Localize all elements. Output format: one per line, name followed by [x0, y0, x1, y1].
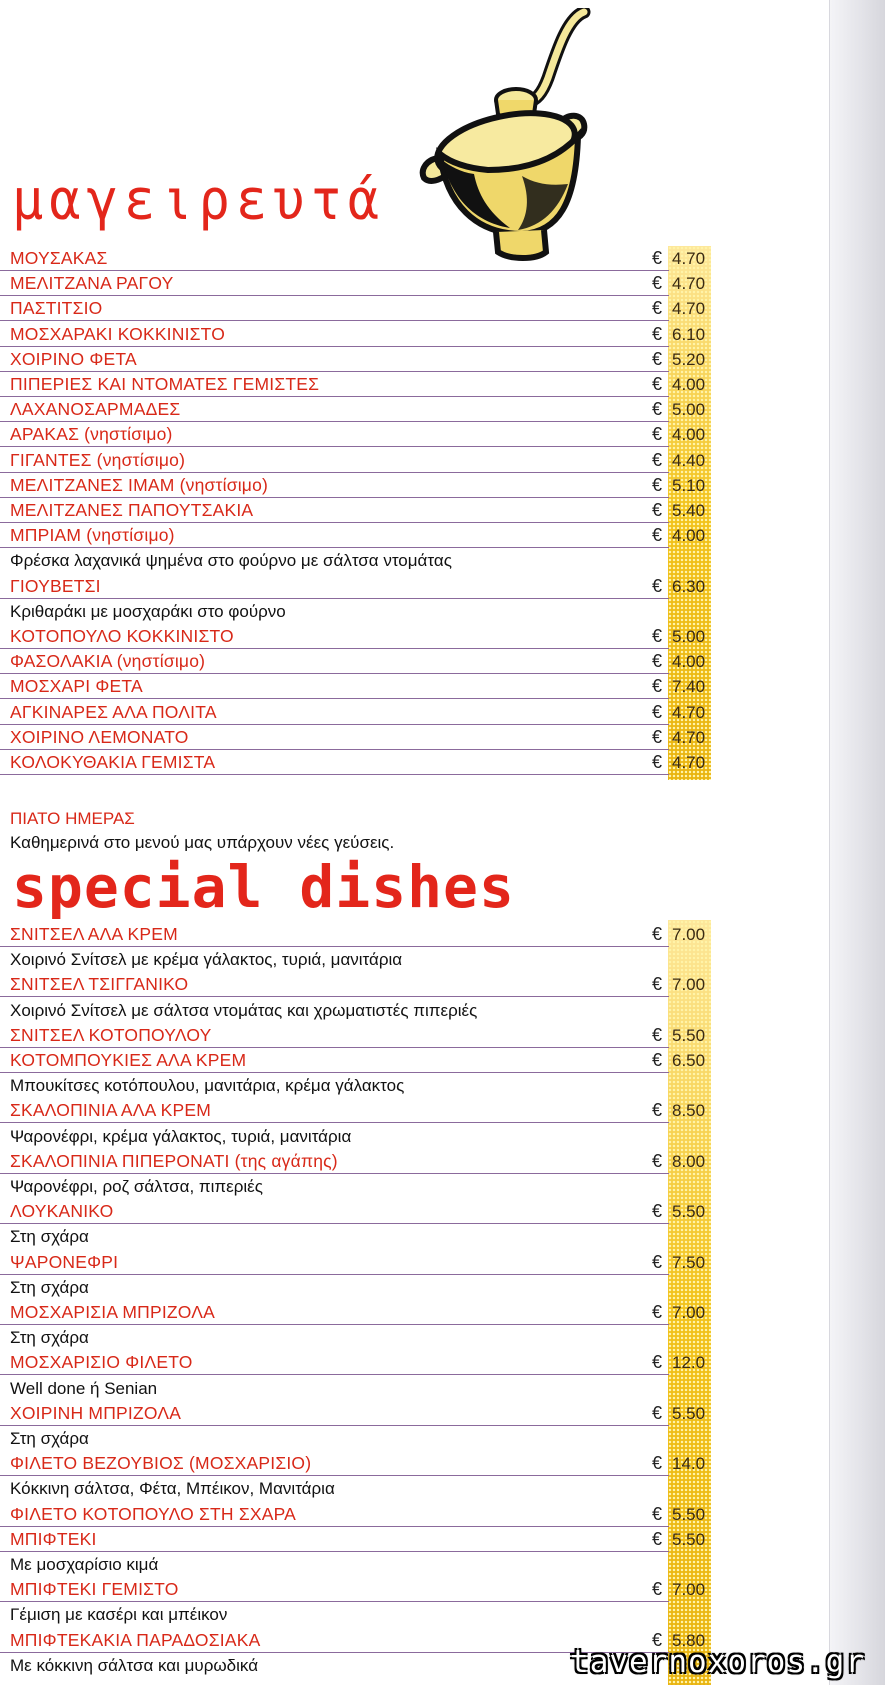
menu-item-row: [0, 448, 706, 473]
menu-item-name: ΜΟΣΧΑΡΙΣΙΑ ΜΠΡΙΖΟΛΑ: [10, 1302, 216, 1322]
page-edge: [829, 0, 885, 1685]
menu-item-price: 7.00: [672, 1303, 706, 1322]
euro-sign: €: [652, 1579, 663, 1600]
menu-item-row: [0, 498, 706, 523]
euro-sign: €: [652, 1629, 663, 1650]
menu-item-price: 4.00: [672, 652, 706, 672]
menu-item-name: ΚΟΤΟΠΟΥΛΟ ΚΟΚΚΙΝΙΣΤΟ: [10, 626, 234, 646]
euro-sign: €: [652, 924, 663, 944]
menu-item-price: 7.40: [672, 677, 706, 697]
menu-item-description: Μπουκίτσες κοτόπουλου, μανιτάρια, κρέμα γάλακτος: [10, 1076, 405, 1096]
menu-item-row: [0, 347, 706, 372]
plato-imeras-label: ΠΙΑΤΟ ΗΜΕΡΑΣ: [10, 809, 135, 828]
menu-item-price: 5.00: [672, 627, 706, 646]
menu-item-price: 4.70: [672, 753, 706, 772]
menu-item-price: 5.10: [672, 475, 706, 495]
menu-item-name: ΜΟΣΧΑΡΙ ΦΕΤΑ: [10, 676, 143, 697]
menu-item-price: 12.0: [672, 1353, 706, 1373]
menu-item-row: [0, 750, 706, 775]
euro-sign: €: [652, 1100, 663, 1121]
plato-imeras-description: Καθημερινά στο μενού μας υπάρχουν νέες γεύσεις.: [10, 833, 395, 852]
menu-item-description: Στη σχάρα: [10, 1227, 89, 1247]
euro-sign: €: [652, 1050, 663, 1070]
menu-item-row: [0, 1502, 706, 1527]
euro-sign: €: [652, 500, 663, 520]
menu-item-row: [0, 1250, 706, 1275]
menu-item-name: ΜΠΙΦΤΕΚΑΚΙΑ ΠΑΡΑΔΟΣΙΑΚΑ: [10, 1629, 261, 1650]
menu-item-row: [0, 1199, 706, 1224]
menu-item-name: ΠΑΣΤΙΤΣΙΟ: [10, 298, 103, 319]
euro-sign: €: [652, 273, 663, 294]
menu-item-row: [0, 972, 706, 997]
menu-item-description: Ψαρονέφρι, ροζ σάλτσα, πιπεριές: [10, 1177, 263, 1196]
euro-sign: €: [652, 1251, 663, 1272]
menu-item-row: [0, 1451, 706, 1476]
menu-item-price: 14.0: [672, 1454, 706, 1474]
menu-item-name: ΛΟΥΚΑΝΙΚΟ: [10, 1201, 114, 1222]
menu-item-price: 5.50: [672, 1403, 706, 1423]
menu-item-description: Στη σχάρα: [10, 1328, 89, 1348]
menu-item-row: [0, 523, 706, 548]
menu-item-price: 7.50: [672, 1252, 706, 1272]
menu-item-price: 5.50: [672, 1025, 706, 1045]
menu-item-name: ΣΚΑΛΟΠΙΝΙΑ ΑΛΑ ΚΡΕΜ: [10, 1100, 212, 1121]
menu-item-price: 5.50: [672, 1529, 706, 1549]
menu-item-price: 5.40: [672, 501, 706, 520]
euro-sign: €: [652, 348, 663, 369]
menu-item-name: ΚΟΛΟΚΥΘΑΚΙΑ ΓΕΜΙΣΤΑ: [10, 752, 216, 772]
euro-sign: €: [652, 752, 663, 772]
euro-sign: €: [652, 1453, 663, 1474]
menu-item-description: Με κόκκινη σάλτσα και μυρωδικά: [10, 1655, 259, 1675]
menu-item-row: [0, 1300, 706, 1325]
menu-item-price: 4.40: [672, 450, 706, 470]
menu-item-name: ΣΚΑΛΟΠΙΝΙΑ ΠΙΠΕΡΟΝΑΤΙ (της αγάπης): [10, 1150, 338, 1171]
menu-item-name: ΣΝΙΤΣΕΛ ΤΣΙΓΓΑΝΙΚΟ: [10, 974, 189, 995]
euro-sign: €: [652, 1024, 663, 1045]
menu-item-row: [0, 1048, 706, 1073]
menu-item-description: Χοιρινό Σνίτσελ με σάλτσα ντομάτας και χρωματιστές πιπεριές: [10, 1000, 478, 1020]
menu-item-name: ΜΕΛΙΤΖΑΝΑ ΡΑΓΟΥ: [10, 273, 174, 294]
menu-item-description: Γέμιση με κασέρι και μπέικον: [10, 1605, 228, 1625]
menu-item-price: 4.70: [672, 299, 706, 319]
menu-item-price: 4.00: [672, 425, 706, 445]
menu-item-name: ΧΟΙΡΙΝΟ ΛΕΜΟΝΑΤΟ: [10, 726, 189, 747]
menu-item-price: 4.00: [672, 375, 706, 394]
menu-item-price: 4.70: [672, 249, 706, 268]
menu-item-row: [0, 397, 706, 422]
menu-item-description: Well done ή Senian: [10, 1378, 158, 1398]
menu-item-name: ΑΓΚΙΝΑΡΕΣ ΑΛΑ ΠΟΛΙΤΑ: [10, 701, 217, 722]
euro-sign: €: [652, 248, 663, 268]
menu-item-price: 8.00: [672, 1151, 706, 1171]
menu-item-description: Χοιρινό Σνίτσελ με κρέμα γάλακτος, τυριά, μανιτάρια: [10, 950, 403, 970]
menu-item-row: [0, 700, 706, 725]
euro-sign: €: [652, 1503, 663, 1524]
menu-item-price: 7.00: [672, 975, 706, 995]
section-title-magireuta: μαγειρευτά: [12, 168, 386, 233]
menu-item-price: 5.50: [672, 1504, 706, 1524]
euro-sign: €: [652, 1528, 663, 1549]
menu-item-description: Φρέσκα λαχανικά ψημένα στο φούρνο με σάλτσα ντομάτας: [10, 551, 452, 571]
menu-item-description: Στη σχάρα: [10, 1277, 89, 1297]
menu-item-price: 5.80: [672, 1630, 706, 1650]
menu-item-name: ΑΡΑΚΑΣ (νηστίσιμο): [10, 424, 173, 445]
euro-sign: €: [652, 1302, 663, 1322]
menu-item-description: Ψαρονέφρι, κρέμα γάλακτος, τυριά, μανιτάρια: [10, 1126, 352, 1146]
menu-item-row: [0, 1149, 706, 1174]
euro-sign: €: [652, 974, 663, 995]
euro-sign: €: [652, 424, 663, 445]
section-title-special-dishes: special dishes: [12, 853, 515, 921]
menu-item-description: Με μοσχαρίσιο κιμά: [10, 1555, 159, 1574]
menu-item-row: [0, 322, 706, 347]
euro-sign: €: [652, 575, 663, 596]
menu-item-description: Κριθαράκι με μοσχαράκι στο φούρνο: [10, 601, 286, 621]
menu-item-name: ΓΙΟΥΒΕΤΣΙ: [10, 575, 101, 596]
euro-sign: €: [652, 651, 663, 672]
menu-item-name: ΜΟΣΧΑΡΑΚΙ ΚΟΚΚΙΝΙΣΤΟ: [10, 323, 226, 344]
menu-item-price: 7.00: [672, 925, 706, 944]
menu-item-price: 8.50: [672, 1101, 706, 1121]
menu-item-row: [0, 271, 706, 296]
menu-item-row: [0, 725, 706, 750]
menu-item-name: ΦΙΛΕΤΟ ΒΕΖΟΥΒΙΟΣ (ΜΟΣΧΑΡΙΣΙΟ): [10, 1453, 312, 1474]
euro-sign: €: [652, 1150, 663, 1171]
euro-sign: €: [652, 1201, 663, 1222]
euro-sign: €: [652, 676, 663, 697]
menu-item-description: Στη σχάρα: [10, 1429, 89, 1448]
menu-item-row: [0, 422, 706, 447]
menu-item-name: ΜΕΛΙΤΖΑΝΕΣ ΙΜΑΜ (νηστίσιμο): [10, 474, 269, 495]
menu-item-name: ΦΑΣΟΛΑΚΙΑ (νηστίσιμο): [10, 651, 206, 672]
euro-sign: €: [652, 298, 663, 319]
menu-item-name: ΣΝΙΤΣΕΛ ΚΟΤΟΠΟΥΛΟΥ: [10, 1024, 212, 1045]
euro-sign: €: [652, 626, 663, 646]
euro-sign: €: [652, 449, 663, 470]
euro-sign: €: [652, 323, 663, 344]
menu-item-name: ΧΟΙΡΙΝΟ ΦΕΤΑ: [10, 348, 137, 369]
menu-item-name: ΜΠΙΦΤΕΚΙ ΓΕΜΙΣΤΟ: [10, 1579, 179, 1600]
menu-item-price: 4.70: [672, 274, 706, 294]
menu-item-name: ΜΟΣΧΑΡΙΣΙΟ ΦΙΛΕΤΟ: [10, 1352, 193, 1373]
menu-item-name: ΜΕΛΙΤΖΑΝΕΣ ΠΑΠΟΥΤΣΑΚΙΑ: [10, 500, 254, 520]
euro-sign: €: [652, 1352, 663, 1373]
menu-item-price: 4.70: [672, 702, 706, 722]
menu-item-row: [0, 473, 706, 498]
euro-sign: €: [652, 726, 663, 747]
menu-item-name: ΜΠΙΦΤΕΚΙ: [10, 1528, 97, 1549]
euro-sign: €: [652, 474, 663, 495]
menu-item-name: ΜΠΡΙΑΜ (νηστίσιμο): [10, 525, 175, 546]
menu-item-row: [0, 674, 706, 699]
menu-item-row: [0, 1628, 706, 1653]
menu-item-name: ΦΙΛΕΤΟ ΚΟΤΟΠΟΥΛΟ ΣΤΗ ΣΧΑΡΑ: [10, 1503, 297, 1524]
menu-item-row: [0, 1527, 706, 1552]
menu-item-name: ΧΟΙΡΙΝΗ ΜΠΡΙΖΟΛΑ: [10, 1402, 182, 1423]
euro-sign: €: [652, 374, 663, 394]
menu-item-row: [0, 574, 706, 599]
menu-item-row: [0, 1350, 706, 1375]
menu-item-price: 6.10: [672, 324, 706, 344]
menu-item-name: ΠΙΠΕΡΙΕΣ ΚΑΙ ΝΤΟΜΑΤΕΣ ΓΕΜΙΣΤΕΣ: [10, 374, 320, 394]
menu-item-row: [0, 1577, 706, 1602]
site-watermark: tavernoxoros.gr: [570, 1644, 865, 1680]
menu-item-price: 6.50: [672, 1051, 706, 1070]
menu-item-price: 5.20: [672, 349, 706, 369]
menu-item-price: 5.50: [672, 1202, 706, 1222]
menu-item-name: ΨΑΡΟΝΕΦΡΙ: [10, 1251, 119, 1272]
menu-item-price: 6.30: [672, 576, 706, 596]
menu-item-price: 4.00: [672, 526, 706, 546]
euro-sign: €: [652, 525, 663, 546]
menu-item-row: [0, 649, 706, 674]
euro-sign: €: [652, 701, 663, 722]
menu-item-price: 7.00: [672, 1580, 706, 1600]
menu-item-name: ΣΝΙΤΣΕΛ ΑΛΑ ΚΡΕΜ: [10, 924, 178, 944]
cooking-pot-icon: [418, 8, 638, 270]
menu-item-row: [0, 246, 706, 271]
menu-item-name: ΚΟΤΟΜΠΟΥΚΙΕΣ ΑΛΑ ΚΡΕΜ: [10, 1050, 247, 1070]
menu-item-name: ΜΟΥΣΑΚΑΣ: [10, 248, 108, 268]
menu-item-row: [0, 1023, 706, 1048]
menu-item-row: [0, 372, 706, 397]
euro-sign: €: [652, 1402, 663, 1423]
menu-item-name: ΛΑΧΑΝΟΣΑΡΜΑΔΕΣ: [10, 399, 181, 420]
menu-item-row: [0, 624, 706, 649]
menu-item-price: 5.00: [672, 400, 706, 420]
menu-item-row: [0, 1401, 706, 1426]
menu-item-name: ΓΙΓΑΝΤΕΣ (νηστίσιμο): [10, 449, 186, 470]
menu-item-row: [0, 922, 706, 947]
menu-item-description: Κόκκινη σάλτσα, Φέτα, Μπέικον, Μανιτάρια: [10, 1479, 335, 1499]
menu-item-row: [0, 296, 706, 321]
menu-item-row: [0, 1098, 706, 1123]
euro-sign: €: [652, 399, 663, 420]
menu-item-price: 4.70: [672, 727, 706, 747]
